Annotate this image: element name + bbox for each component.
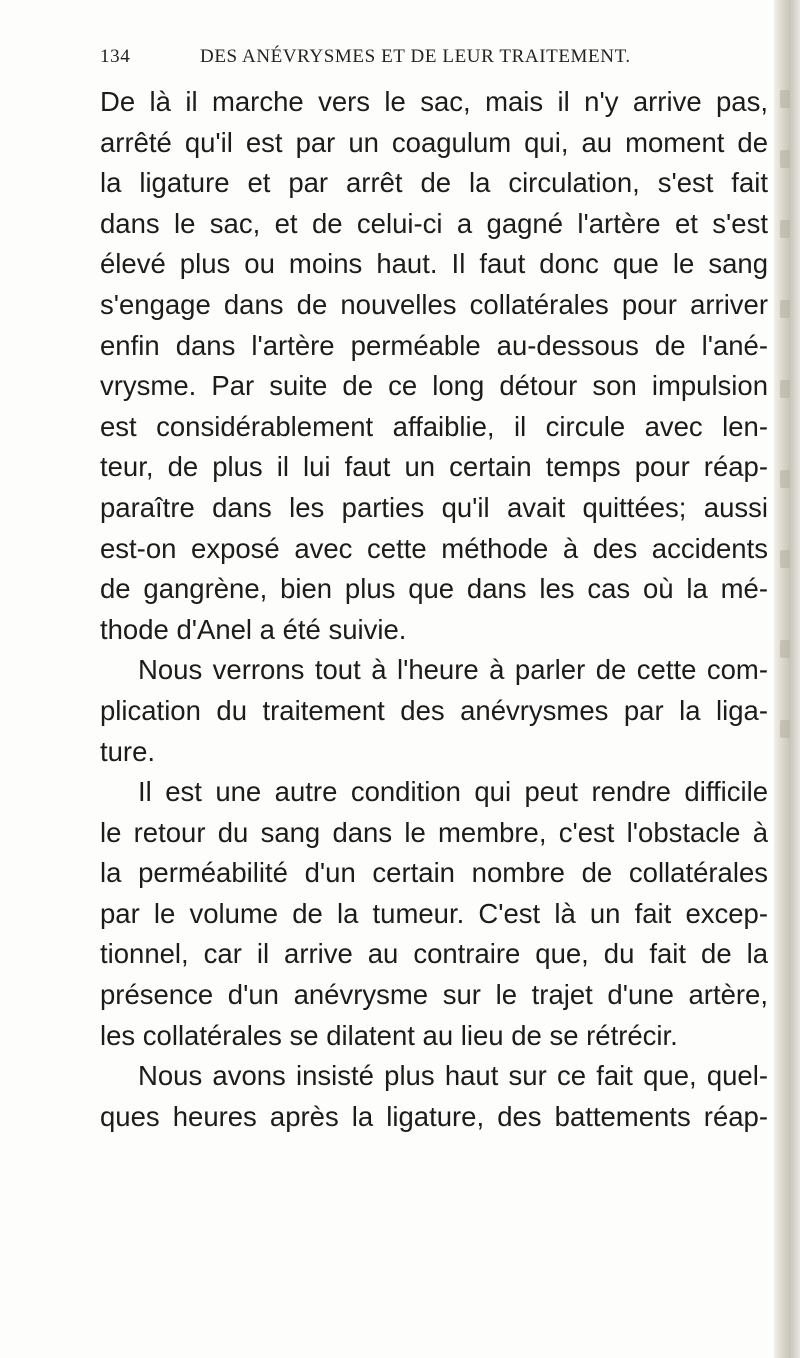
text-line: enfin dans l'artère perméable au-dessous de l'ané- <box>100 329 768 361</box>
paragraph-start-line: Il est une autre condition qui peut rendre difficile <box>138 776 768 808</box>
text-line: le retour du sang dans le membre, c'est l'obstacle à <box>100 816 768 848</box>
text-line: s'engage dans de nouvelles collatérales pour arriver <box>100 288 768 320</box>
paragraph-end-line: ture. <box>100 735 156 767</box>
text-line: arrêté qu'il est par un coagulum qui, au moment de <box>100 126 768 158</box>
binding-shadow-marks <box>780 80 792 780</box>
text-line: teur, de plus il lui faut un certain temps pour réap- <box>100 451 768 483</box>
text-line: de gangrène, bien plus que dans les cas où la mé- <box>100 573 768 605</box>
text-line: ques heures après la ligature, des battements réap- <box>100 1100 768 1132</box>
paragraph-end-line: les collatérales se dilatent au lieu de se rétrécir. <box>100 1019 678 1051</box>
text-line: élevé plus ou moins haut. Il faut donc que le sang <box>100 248 768 280</box>
paragraph-end-line: thode d'Anel a été suivie. <box>100 613 407 645</box>
running-header <box>100 46 765 74</box>
paragraph-start-line: Nous avons insisté plus haut sur ce fait que, quel- <box>138 1060 768 1092</box>
text-line: la ligature et par arrêt de la circulation, s'est fait <box>100 167 768 199</box>
text-line: par le volume de la tumeur. C'est là un fait excep- <box>100 897 768 929</box>
text-line: dans le sac, et de celui-ci a gagné l'artère et s'est <box>100 207 768 239</box>
text-line: est considérablement affaiblie, il circule avec len- <box>100 410 768 442</box>
running-title: DES ANÉVRYSMES ET DE LEUR TRAITEMENT. <box>200 46 631 67</box>
text-line: la perméabilité d'un certain nombre de collatérales <box>100 857 768 889</box>
text-line: vrysme. Par suite de ce long détour son impulsion <box>100 370 768 402</box>
text-line: est-on exposé avec cette méthode à des accidents <box>100 532 768 564</box>
body-text <box>100 82 768 1137</box>
text-line: présence d'un anévrysme sur le trajet d'une artère, <box>100 979 768 1011</box>
paragraph-start-line: Nous verrons tout à l'heure à parler de cette com- <box>138 654 768 686</box>
page-number: 134 <box>100 46 131 67</box>
text-line: tionnel, car il arrive au contraire que, du fait de la <box>100 938 768 970</box>
page-binding-edge <box>774 0 800 1358</box>
text-line: De là il marche vers le sac, mais il n'y arrive pas, <box>100 86 768 117</box>
text-line: paraître dans les parties qu'il avait quittées; aussi <box>100 491 768 523</box>
text-line: plication du traitement des anévrysmes par la liga- <box>100 694 768 726</box>
